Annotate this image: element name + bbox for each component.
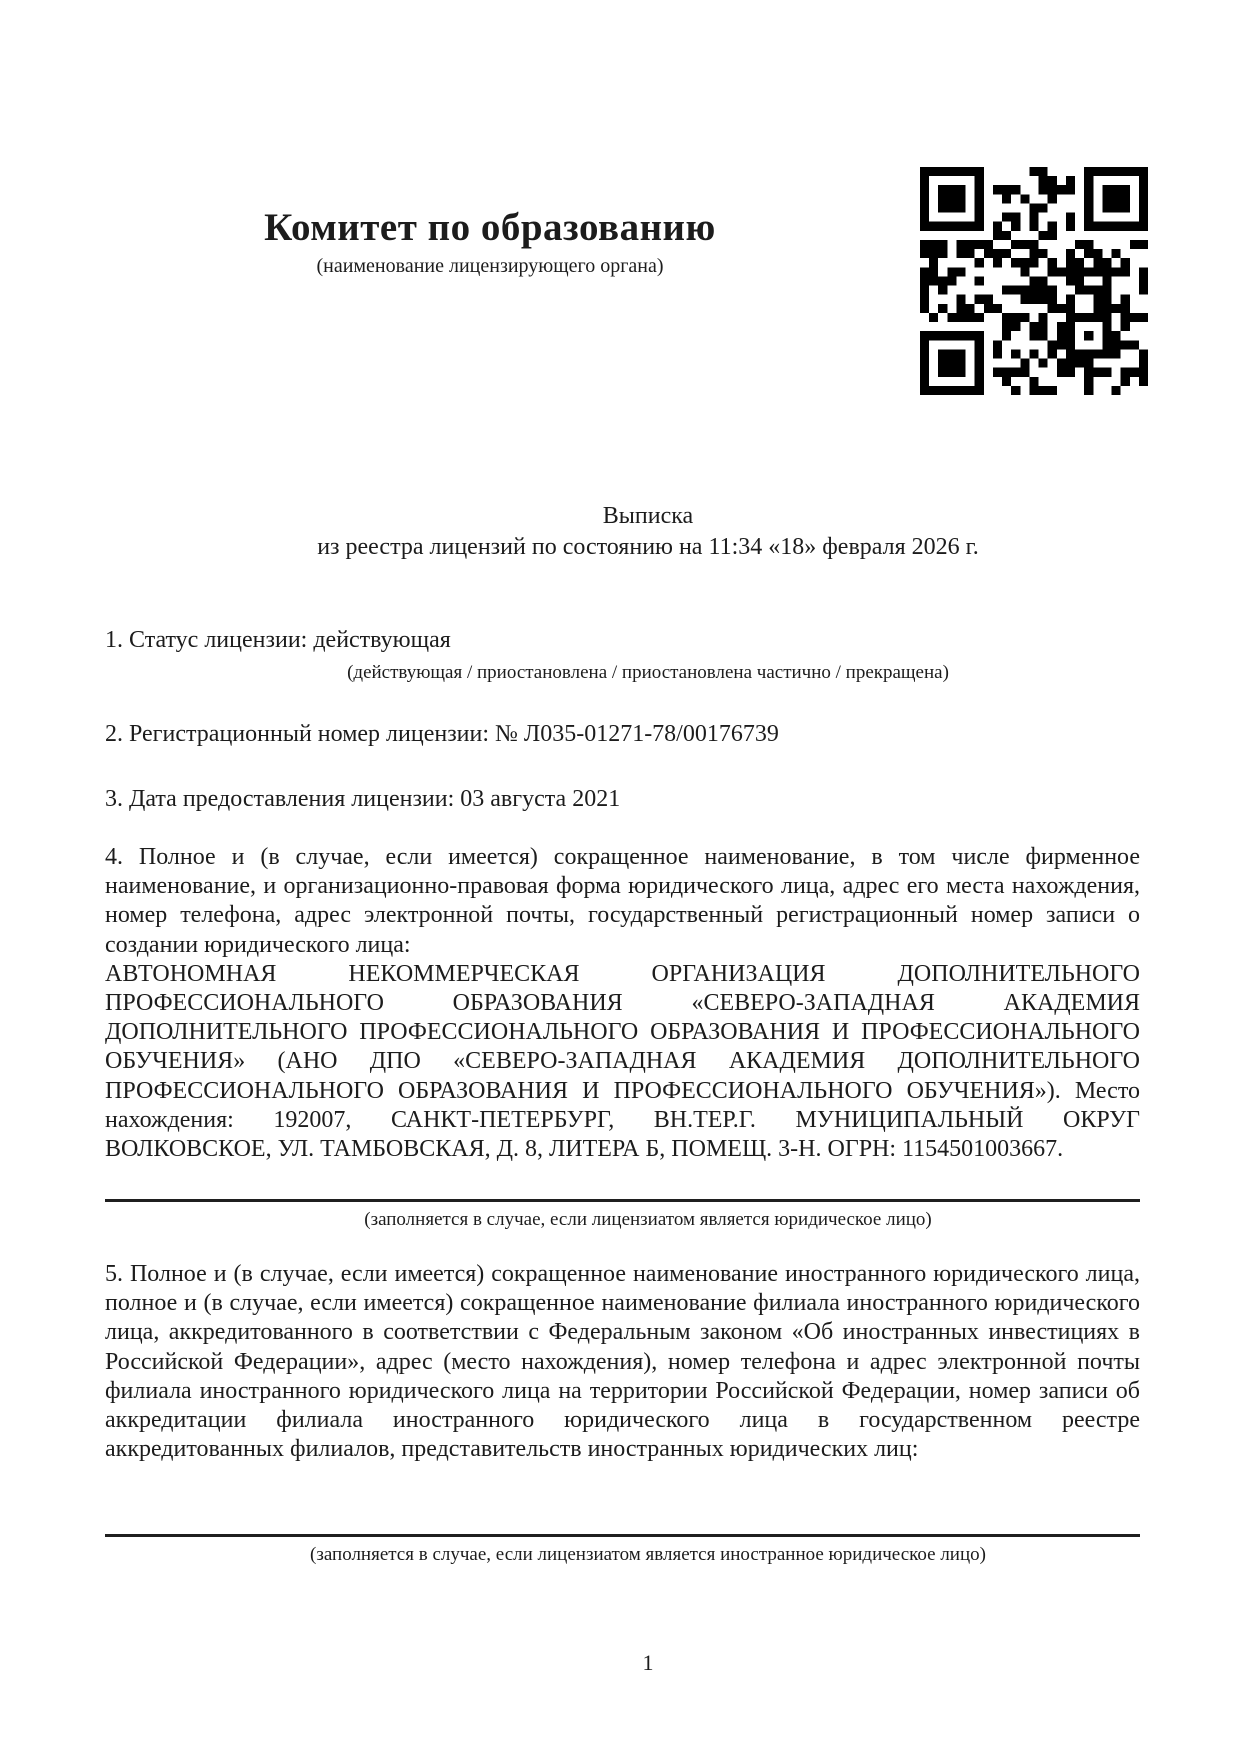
registration-number-line: 2. Регистрационный номер лицензии: № Л035-01271-78/00176739 bbox=[105, 721, 779, 747]
page-number: 1 bbox=[642, 1650, 654, 1675]
legal-entity-caption: (заполняется в случае, если лицензиатом является юридическое лицо) bbox=[364, 1209, 932, 1230]
foreign-entity-caption: (заполняется в случае, если лицензиатом является иностранное юридическое лицо) bbox=[310, 1544, 986, 1565]
license-status-line: 1. Статус лицензии: действующая bbox=[105, 627, 451, 653]
license-status-options-caption: (действующая / приостановлена / приостановлена частично / прекращена) bbox=[347, 662, 949, 683]
document-title bbox=[105, 501, 1191, 563]
licensing-authority-name: Комитет по образованию bbox=[264, 206, 716, 249]
document-header bbox=[105, 206, 875, 278]
document-title-line1: Выписка bbox=[602, 503, 694, 529]
legal-entity-rule bbox=[105, 1199, 1140, 1202]
licensee-organization-details: АВТОНОМНАЯ НЕКОММЕРЧЕСКАЯ ОРГАНИЗАЦИЯ ДОПОЛНИТЕЛЬНОГО ПРОФЕССИОНАЛЬНОГО ОБРАЗОВАНИЯ «СЕВЕРО-ЗАПАДНАЯ АКАДЕМИЯ ДОПОЛНИТЕЛЬНОГО ПРОФЕССИОНАЛЬНОГО ОБРАЗОВАНИЯ И ПРОФЕССИОНАЛЬНОГО ОБУЧЕНИЯ» (АНО ДПО «СЕВЕРО-ЗАПАДНАЯ АКАДЕМИЯ ДОПОЛНИТЕЛЬНОГО ПРОФЕССИОНАЛЬНОГО ОБРАЗОВАНИЯ И ПРОФЕССИОНАЛЬНОГО ОБУЧЕНИЯ»). Место нахождения: 192007, САНКТ-ПЕТЕРБУРГ, ВН.ТЕР.Г. МУНИЦИПАЛЬНЫЙ ОКРУГ ВОЛКОВСКОЕ, УЛ. ТАМБОВСКАЯ, Д. 8, ЛИТЕРА Б, ПОМЕЩ. 3-Н. ОГРН: 1154501003667. bbox=[105, 960, 1140, 1163]
qr-code-icon bbox=[920, 167, 1148, 395]
licensee-section-intro: 4. Полное и (в случае, если имеется) сокращенное наименование, в том числе фирменное наименование, и организационно-правовая форма юридического лица, адрес его места нахождения, номер телефона, адрес электронной почты, государственный регистрационный номер записи о создании юридического лица: bbox=[105, 844, 1140, 958]
foreign-entity-rule bbox=[105, 1534, 1140, 1537]
licensee-section bbox=[105, 843, 1140, 1164]
foreign-entity-section bbox=[105, 1260, 1140, 1464]
document-title-line2: из реестра лицензий по состоянию на 11:34 «18» февраля 2026 г. bbox=[317, 534, 979, 560]
foreign-entity-section-text: 5. Полное и (в случае, если имеется) сокращенное наименование иностранного юридического лица, полное и (в случае, если имеется) сокращенное наименование филиала иностранного юридического лица, аккредитованного в соответствии с Федеральным законом «Об иностранных инвестициях в Российской Федерации», адрес (место нахождения), номер телефона и адрес электронной почты филиала иностранного юридического лица на территории Российской Федерации, номер записи об аккредитации филиала иностранного юридического лица в государственном реестре аккредитованных филиалов, представительств иностранных юридических лиц: bbox=[105, 1261, 1140, 1463]
licensing-authority-caption: (наименование лицензирующего органа) bbox=[316, 255, 664, 277]
license-grant-date-line: 3. Дата предоставления лицензии: 03 августа 2021 bbox=[105, 786, 621, 812]
